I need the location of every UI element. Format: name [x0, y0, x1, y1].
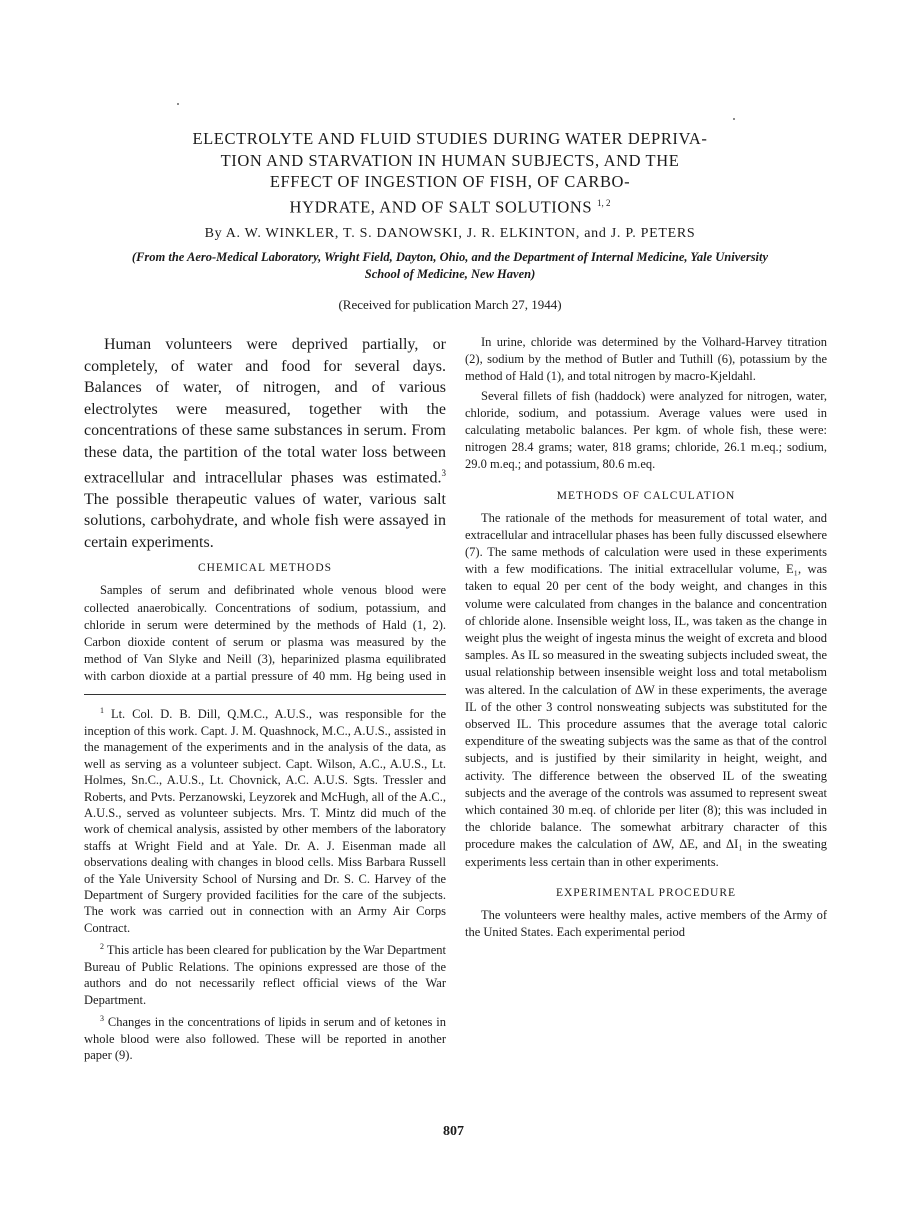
author-line: By A. W. WINKLER, T. S. DANOWSKI, J. R. ELKINTON, and J. P. PETERS: [204, 226, 696, 241]
affiliation: (From the Aero-Medical Laboratory, Wright Field, Dayton, Ohio, and the Department of Internal Medicine, Yale University School of Medicine, New Haven): [131, 250, 769, 281]
body-paragraph: In urine, chloride was determined by the Volhard-Harvey titration (2), sodium by the method of Butler and Tuthill (6), potassium by the method of Hald (1), and total nitrogen by macro-Kjeldahl.: [465, 335, 827, 384]
body-paragraph: Samples of serum and defibrinated whole venous blood were collected anaerobically. Concentrations of sodium, potassium, and chloride in serum were determined by the methods of Hald (1, 2). Carbon dioxide content of serum or plasma was measured by the method of Van Slyke and Neill (3), heparinized plasma equilibrated with carbon dioxide at a partial pressure of 40 mm. Hg being used in: [84, 583, 446, 684]
title-line-text: HYDRATE, AND OF SALT SOLUTIONS: [289, 197, 593, 216]
body-paragraph: Several fillets of fish (haddock) were analyzed for nitrogen, water, chloride, sodium, and potassium. Average values were used in calculating metabolic balances. Per kgm. of whole fish, these were: nitrogen 28.4 grams; water, 818 grams; chloride, 26.1 m.eq.; sodium, 29.0 m.eq.; and potassium, 80.6 m.eq.: [465, 388, 827, 472]
scan-speck: [733, 118, 735, 120]
footnote-text: Lt. Col. D. B. Dill, Q.M.C., A.U.S., was responsible for the inception of this work. Capt. J. M. Quashnock, M.C., A.U.S., assisted in the management of the experiments and in the analysis of the data, as well as serving as a volunteer subject. Capt. Wilson, A.C., A.U.S., Lt. Holmes, Sn.C., A.U.S., Lt. Chovnick, A.C. A.U.S. Sgts. Tressler and Roberts, and Pvts. Perzanowski, Leyzorek and McHugh, all of the A.C., A.U.S., served as volunteer subjects. Mrs. T. Mintz did much of the work of chemical analysis, assisted by other members of the laboratory staffs at Wright Field and at Yale. Dr. A. J. Eisenman made all observations dealing with changes in blood cells. Miss Barbara Russell of the Yale University School of Nursing and Dr. S. C. Harvey of the Department of Surgery provided facilities for the care of the subjects. The work was carried out in connection with an Army Air Corps Contract.: [84, 707, 446, 935]
title-line: ELECTROLYTE AND FLUID STUDIES DURING WATER DEPRIVA-: [192, 129, 708, 148]
footnote: [84, 939, 446, 1008]
abstract: [84, 334, 446, 553]
title-line: TION AND STARVATION IN HUMAN SUBJECTS, AND THE: [220, 150, 680, 170]
footnote: [84, 703, 446, 936]
footnote-mark: 3: [100, 1013, 104, 1023]
section-heading-experimental-procedure: EXPERIMENTAL PROCEDURE: [555, 886, 737, 899]
right-column: [465, 334, 827, 943]
footnote-mark: 2: [100, 942, 104, 952]
received-date: (Received for publication March 27, 1944): [338, 297, 562, 312]
scan-speck: [177, 103, 179, 105]
body-paragraph: The rationale of the methods for measurement of total water, and extracellular and intracellular phases has been fully discussed elsewhere (7). The same methods of calculation were used in these experiments with a few modifications. The initial extracellular volume, E₁, was taken to equal 20 per cent of the body weight, and changes in this volume were calculated from changes in the balance and concentration of chloride alone. Insensible weight loss, IL, was taken as the change in weight plus the weight of ingesta minus the weight of excreta and blood samples. As IL so measured in the sweating subjects included sweat, the usual relationship between insensible weight loss and total metabolism was altered. In the calculation of ΔW in these experiments, the average IL of the other 3 control nonsweating subjects was substituted for the observed IL. This procedure assumes that the average total caloric expenditure of the sweating subjects was the same as that of the control subjects, and is justified by their similarity in height, weight, and activity. The difference between the observed IL of the sweating subjects and the average of the controls was assumed to represent sweat which contained 30 m.eq. of chloride per liter (8); this was included in the chloride balance. The somewhat arbitrary character of this procedure makes the calculation of ΔW, ΔE, and ΔI₁ in the sweating experiments less certain than in other experiments.: [465, 510, 827, 869]
footnote-text: This article has been cleared for publication by the War Department Bureau of Public Relations. The opinions expressed are those of the authors and do not necessarily reflect official views of the War Department.: [84, 943, 446, 1007]
left-column: [84, 334, 446, 1066]
footnote-ref: 3: [441, 468, 446, 478]
footnote-mark: 1: [100, 706, 104, 716]
abstract-text: Human volunteers were deprived partially, or completely, of water and food for several days. Balances of water, of nitrogen, and of various electrolytes were measured, together with the concentrations of these same substances in serum. From these data, the partition of the total water loss between extracellular and intracellular phases was estimated.: [84, 336, 446, 487]
abstract-text-continued: The possible therapeutic values of water, various salt solutions, carbohydrate, and whole fish were assayed in certain experiments.: [84, 490, 446, 551]
footnote-divider: [84, 694, 446, 695]
body-paragraph: The volunteers were healthy males, active members of the Army of the United States. Each experimental period: [465, 907, 827, 940]
article-title: [100, 128, 800, 218]
title-footnote-marks: 1, 2: [596, 197, 611, 208]
title-line: [100, 193, 800, 218]
footnote-text: Changes in the concentrations of lipids in serum and of ketones in whole blood were also followed. These will be reported in another paper (9).: [84, 1015, 446, 1062]
page-number: 807: [443, 1124, 464, 1139]
section-heading-chemical-methods: CHEMICAL METHODS: [197, 562, 333, 575]
title-line: EFFECT OF INGESTION OF FISH, OF CARBO-: [269, 172, 631, 191]
footnote: [84, 1011, 446, 1063]
section-heading-methods-of-calculation: METHODS OF CALCULATION: [556, 489, 736, 502]
